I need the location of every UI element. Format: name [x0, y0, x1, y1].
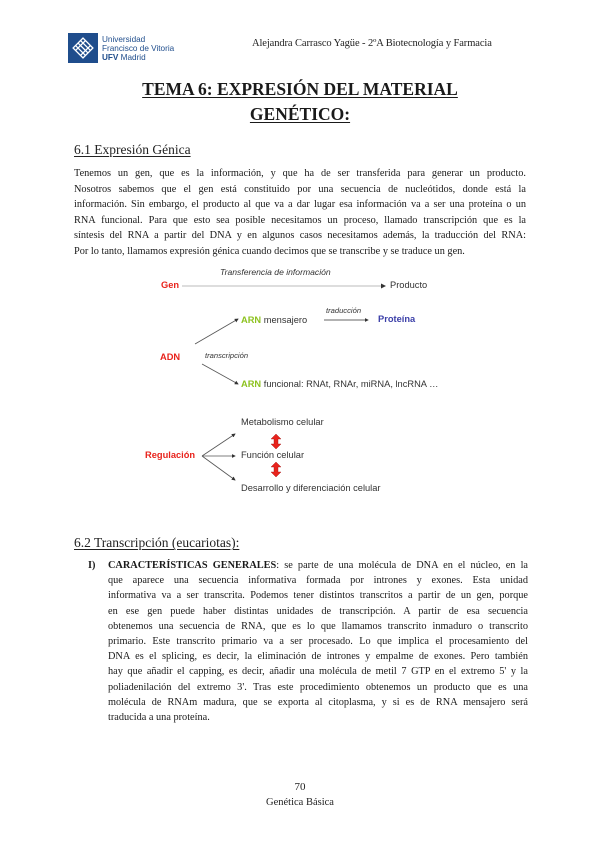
logo-ufv: UFV: [102, 52, 119, 62]
paragraph-line: Tenemos un gen, que es la información, y que ha de ser transferida para generar un producto.: [74, 168, 526, 179]
list-line: que aparece una secuencia informativa formada por intrones y exones. Esta unidad: [108, 575, 528, 587]
funcion-label: Función celular: [241, 450, 305, 460]
paragraph-line: información. Sin embargo, el producto al que va a dar lugar esa información va a ser una proteína o un: [74, 199, 526, 211]
gene-expression-diagram: [140, 262, 480, 502]
header-author: Alejandra Carrasco Yagüe - 2ºA Biotecnología y Farmacia: [252, 38, 492, 49]
desarrollo-label: Desarrollo y diferenciación celular: [241, 483, 381, 493]
gen-label: Gen: [161, 280, 180, 290]
transcripcion-label: transcripción: [205, 351, 249, 360]
logo-text: [102, 35, 174, 62]
paragraph-line: síntesis del RNA a partir del DNA y en algunos casos necesitamos además, la traducción del RNA:: [74, 230, 526, 242]
transfer-label: Transferencia de información: [220, 267, 331, 277]
logo-madrid: Madrid: [118, 52, 146, 62]
list-line: poliadenilación del extremo 3'. Tras este procedimiento obtenemos un producto que es una: [108, 681, 528, 693]
section-heading-6-2: 6.2 Transcripción (eucariotas):: [74, 535, 240, 550]
metabolismo-label: Metabolismo celular: [241, 417, 324, 427]
logo-line-3: [102, 53, 174, 62]
page-title: [0, 77, 600, 127]
paragraph-line: RNA funcional. Para que esto sea posible necesitamos un proceso, llamado transcripción que es la: [74, 214, 526, 226]
arn-funcional-label: [241, 379, 438, 389]
list-line: primario. Este transcrito primario va a ser procesado. Lo que implica el procesamiento del: [108, 635, 528, 647]
arn-mensajero-label: [241, 315, 307, 325]
proteina-label: Proteína: [378, 314, 416, 324]
list-item: [108, 558, 528, 725]
arn-prefix: ARN: [241, 379, 262, 389]
list-line: hay que añadir el capping, es decir, añadir una molécula de metil 7 GTP en el extremo 5' y la: [108, 666, 528, 678]
list-line: molécula de RNAm madura, que se exporta al citoplasma, y si es de RNA mensajero será: [108, 696, 528, 708]
adn-label: ADN: [160, 352, 181, 362]
paragraph-line: Nosotros sabemos que el gen está constituido por una secuencia de nucleótidos, donde está la: [74, 183, 526, 195]
paragraph-line: Por lo tanto, llamamos expresión génica cuando decimos que se transcribe y se traduce un gen.: [74, 245, 465, 257]
title-line-2: GENÉTICO:: [249, 104, 351, 124]
title-line-1: TEMA 6: EXPRESIÓN DEL MATERIAL: [142, 79, 458, 99]
footer-subject: Genética Básica: [266, 797, 334, 808]
university-logo: [68, 33, 174, 63]
ufv-logo-icon: [68, 33, 98, 63]
list-line-text: : se parte de una molécula de DNA en el núcleo, en la: [276, 560, 528, 571]
list-line: obtenemos una secuencia de RNA, que es lo que llamamos transcrito inmaduro o transcrito: [108, 620, 528, 632]
list-item-heading: CARACTERÍSTICAS GENERALES: [108, 560, 277, 571]
list-line: en ese gen puede haber distintas unidades de transcripción. A partir de esa secuencia: [108, 605, 528, 617]
section-1-paragraph: [74, 166, 526, 260]
list-marker: I): [88, 560, 96, 571]
traduccion-label: traducción: [326, 306, 362, 315]
list-line: [108, 558, 528, 573]
page-number: 70: [294, 781, 306, 793]
arn-prefix: ARN: [241, 315, 262, 325]
list-line: informativa va a ser transcrita. Podemos tener distintos transcritos a partir de un gen, porque: [108, 590, 528, 602]
regulacion-label: Regulación: [145, 450, 196, 460]
section-heading-6-1: 6.1 Expresión Génica: [74, 142, 191, 157]
arn-funcional-text: funcional: RNAt, RNAr, miRNA, lncRNA …: [261, 379, 439, 389]
section-2-list: [88, 558, 528, 725]
logo-line-2: Francisco de Vitoria: [102, 43, 175, 53]
logo-line-1: Universidad: [102, 34, 146, 44]
list-line: traducida a una proteína.: [108, 711, 210, 723]
arn-mensajero-text: mensajero: [261, 315, 308, 325]
producto-label: Producto: [390, 280, 428, 290]
list-line: DNA es el splicing, es decir, la eliminación de intrones y empalme de exones. Pero también: [108, 651, 528, 663]
